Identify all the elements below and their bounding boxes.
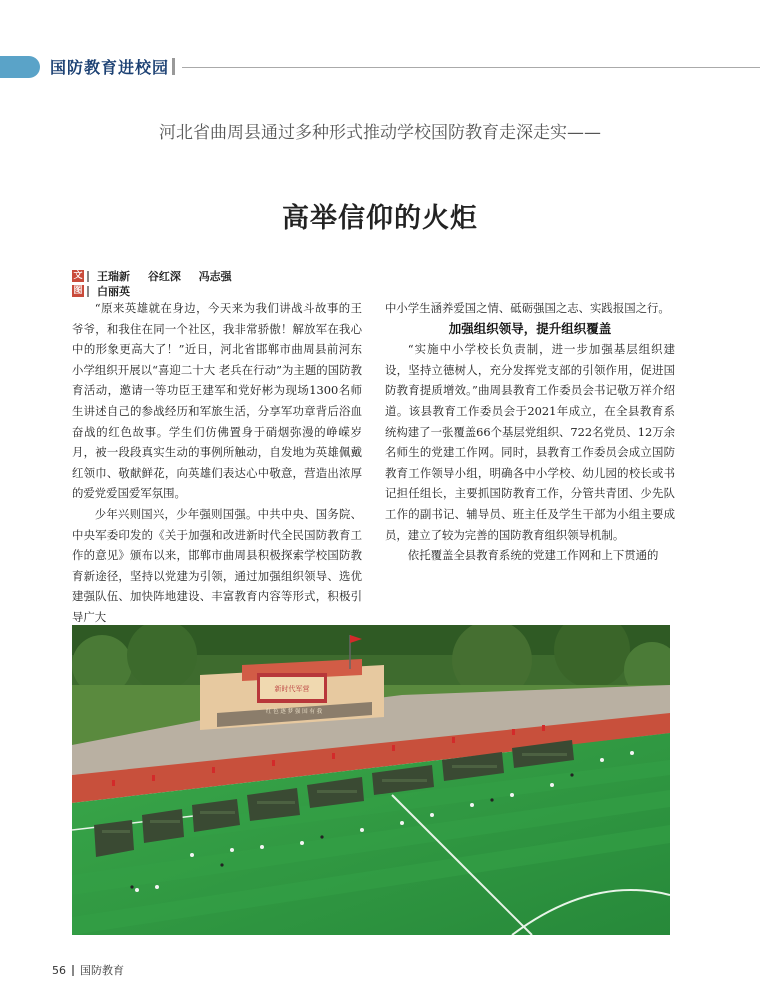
byline-text-tag: 文 [73,271,83,281]
section-separator [172,58,175,75]
byline-separator [87,271,89,282]
page-footer [52,962,124,978]
paragraph: 少年兴则国兴，少年强则国强。中共中央、国务院、中央军委印发的《关于加强和改进新时代全民国防教育工作的意见》颁布以来，邯郸市曲周县积极探索学校国防教育新途径，坚持以党建为引领，通过加强组织领导、选优建强队伍、加快阵地建设、丰富教育内容等形式，积极引导广大 [72,506,362,624]
paragraph: “原来英雄就在身边，今天来为我们讲战斗故事的王爷爷，和我住在同一个社区，我非常骄傲！解放军在我心中的形象更高大了！”近日，河北省邯郸市曲周县前河东小学组织开展以“喜迎二十大 老兵在行动”为主题的国防教育活动，邀请一等功臣王建军和党好彬为现场1300名师生讲述自己的参战经历和军旅生活，分享军功章背后浴血奋战的红色故事。学生们仿佛置身于硝烟弥漫的峥嵘岁月，被一段段真实生动的事例所触动，自发地为英雄佩戴红领巾、敬献鲜花，向英雄们表达心中敬意，营造出浓厚的爱党爱国爱军氛围。 [72,301,362,501]
article-column-left [72,298,362,628]
article-column-right [385,298,675,566]
footer-separator [72,965,74,976]
article-title: 高举信仰的火炬 [282,203,478,234]
building-sign-text: 红 色 逐 梦 强 国 有 我 [265,709,323,715]
byline-photo-tag: 图 [73,286,83,296]
byline-separator [87,286,89,297]
sports-field-photo [72,625,670,935]
author-name: 王瑞新 [97,270,130,283]
paragraph: 依托覆盖全县教育系统的党建工作网和上下贯通的 [407,548,659,563]
page-number: 56 [52,963,66,977]
byline-text-authors [97,268,246,284]
article-kicker: 河北省曲周县通过多种形式推动学校国防教育走深走实—— [159,123,601,143]
author-name: 冯志强 [198,270,232,283]
header-rule [182,67,760,68]
paragraph: “实施中小学校长负责制，进一步加强基层组织建设，坚持立德树人，充分发挥党支部的引领作用，促进国防教育提质增效。”曲周县教育工作委员会书记敬万祥介绍道。该县教育工作委员会于2021年成立，在全县教育系统构建了一张覆盖66个基层党组织、722名党员、12万余名师生的党建工作网。同时，县教育工作委员会成立国防教育工作领导小组，明确各中小学校、幼儿园的校长或书记担任组长，主要抓国防教育工作，分管共青团、少先队工作的副书记、辅导员、班主任及学生干部为小组主要成员，建立了较为完善的国防教育组织领导机制。 [385,342,675,542]
paragraph-continued: 中小学生涵养爱国之情、砥砺强国之志、实践报国之行。 [385,301,670,315]
author-name: 谷红深 [147,270,181,283]
section-tab-marker [0,56,40,78]
byline-text [72,268,246,284]
photographer-name: 白丽英 [97,285,130,298]
byline-photo-authors [97,283,144,299]
article-photo [72,625,670,935]
section-title: 国防教育进校园 [50,58,170,77]
building-banner-text: 新时代军营 [274,685,310,693]
byline-photo [72,283,144,299]
magazine-name: 国防教育 [80,964,124,977]
section-subhead: 加强组织领导，提升组织覆盖 [448,320,612,336]
